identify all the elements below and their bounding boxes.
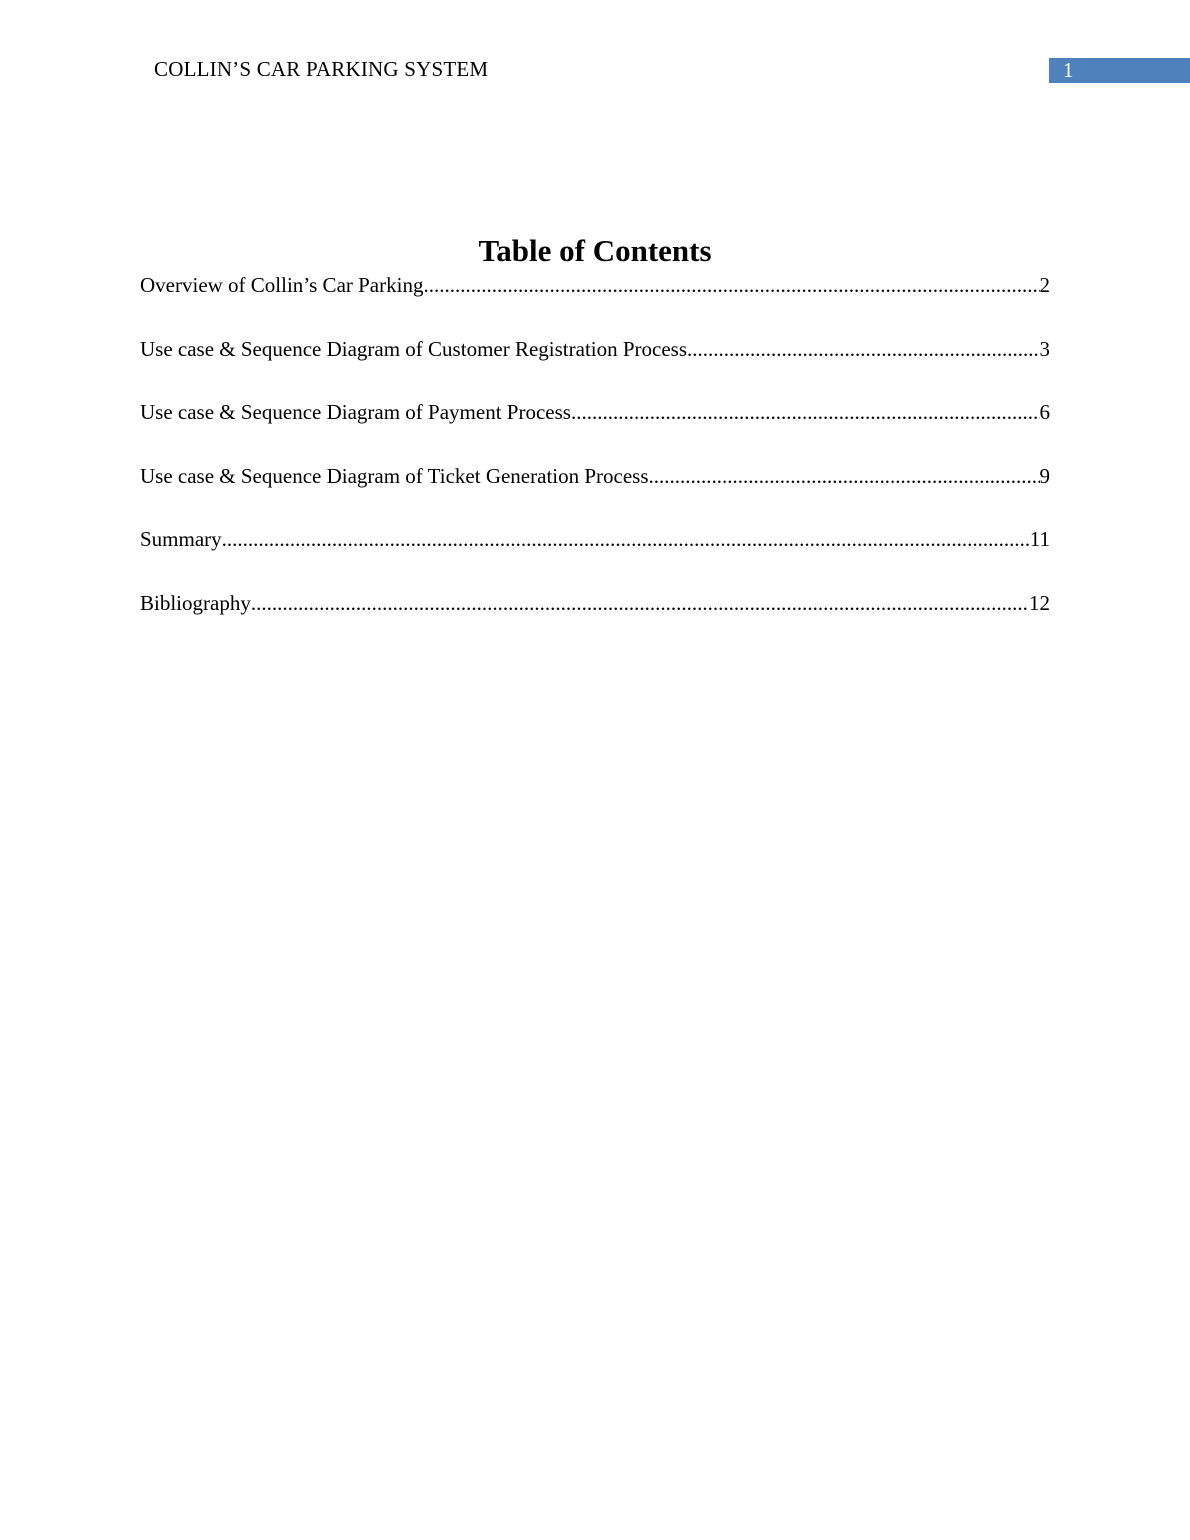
toc-entry-label: Overview of Collin’s Car Parking: [140, 273, 424, 297]
toc-list: [140, 273, 1050, 654]
toc-entry-ticket-generation[interactable]: [140, 464, 1050, 528]
toc-entry-page: 3: [1039, 336, 1050, 361]
toc-entry-page: 6: [1039, 400, 1050, 424]
toc-dot-leader: [251, 591, 1029, 616]
toc-entry-page: 9: [1039, 463, 1050, 488]
toc-dot-leader: [423, 273, 1039, 298]
toc-entry-page: 2: [1039, 273, 1050, 297]
toc-dot-leader: [649, 464, 1040, 489]
toc-entry-page: 11: [1029, 527, 1050, 551]
page-number-badge: 1: [1049, 58, 1190, 83]
toc-entry-overview[interactable]: [140, 273, 1050, 337]
toc-entry-label: Use case & Sequence Diagram of Customer Registration Process: [140, 336, 688, 361]
toc-entry-label: Use case & Sequence Diagram of Ticket Generation Process: [140, 463, 649, 488]
toc-dot-leader: [222, 527, 1030, 552]
toc-entry-label: Bibliography: [140, 590, 251, 615]
toc-title: Table of Contents: [478, 232, 712, 268]
toc-entry-label: Use case & Sequence Diagram of Payment Process: [140, 400, 571, 424]
toc-entry-summary[interactable]: [140, 527, 1050, 591]
toc-entry-payment[interactable]: [140, 400, 1050, 464]
toc-dot-leader: [571, 400, 1040, 425]
running-head: COLLIN’S CAR PARKING SYSTEM: [154, 57, 489, 81]
toc-entry-bibliography[interactable]: [140, 591, 1050, 655]
toc-dot-leader: [687, 337, 1039, 362]
toc-entry-customer-registration[interactable]: [140, 337, 1050, 401]
toc-entry-label: Summary: [140, 527, 222, 551]
toc-entry-page: 12: [1029, 590, 1050, 615]
